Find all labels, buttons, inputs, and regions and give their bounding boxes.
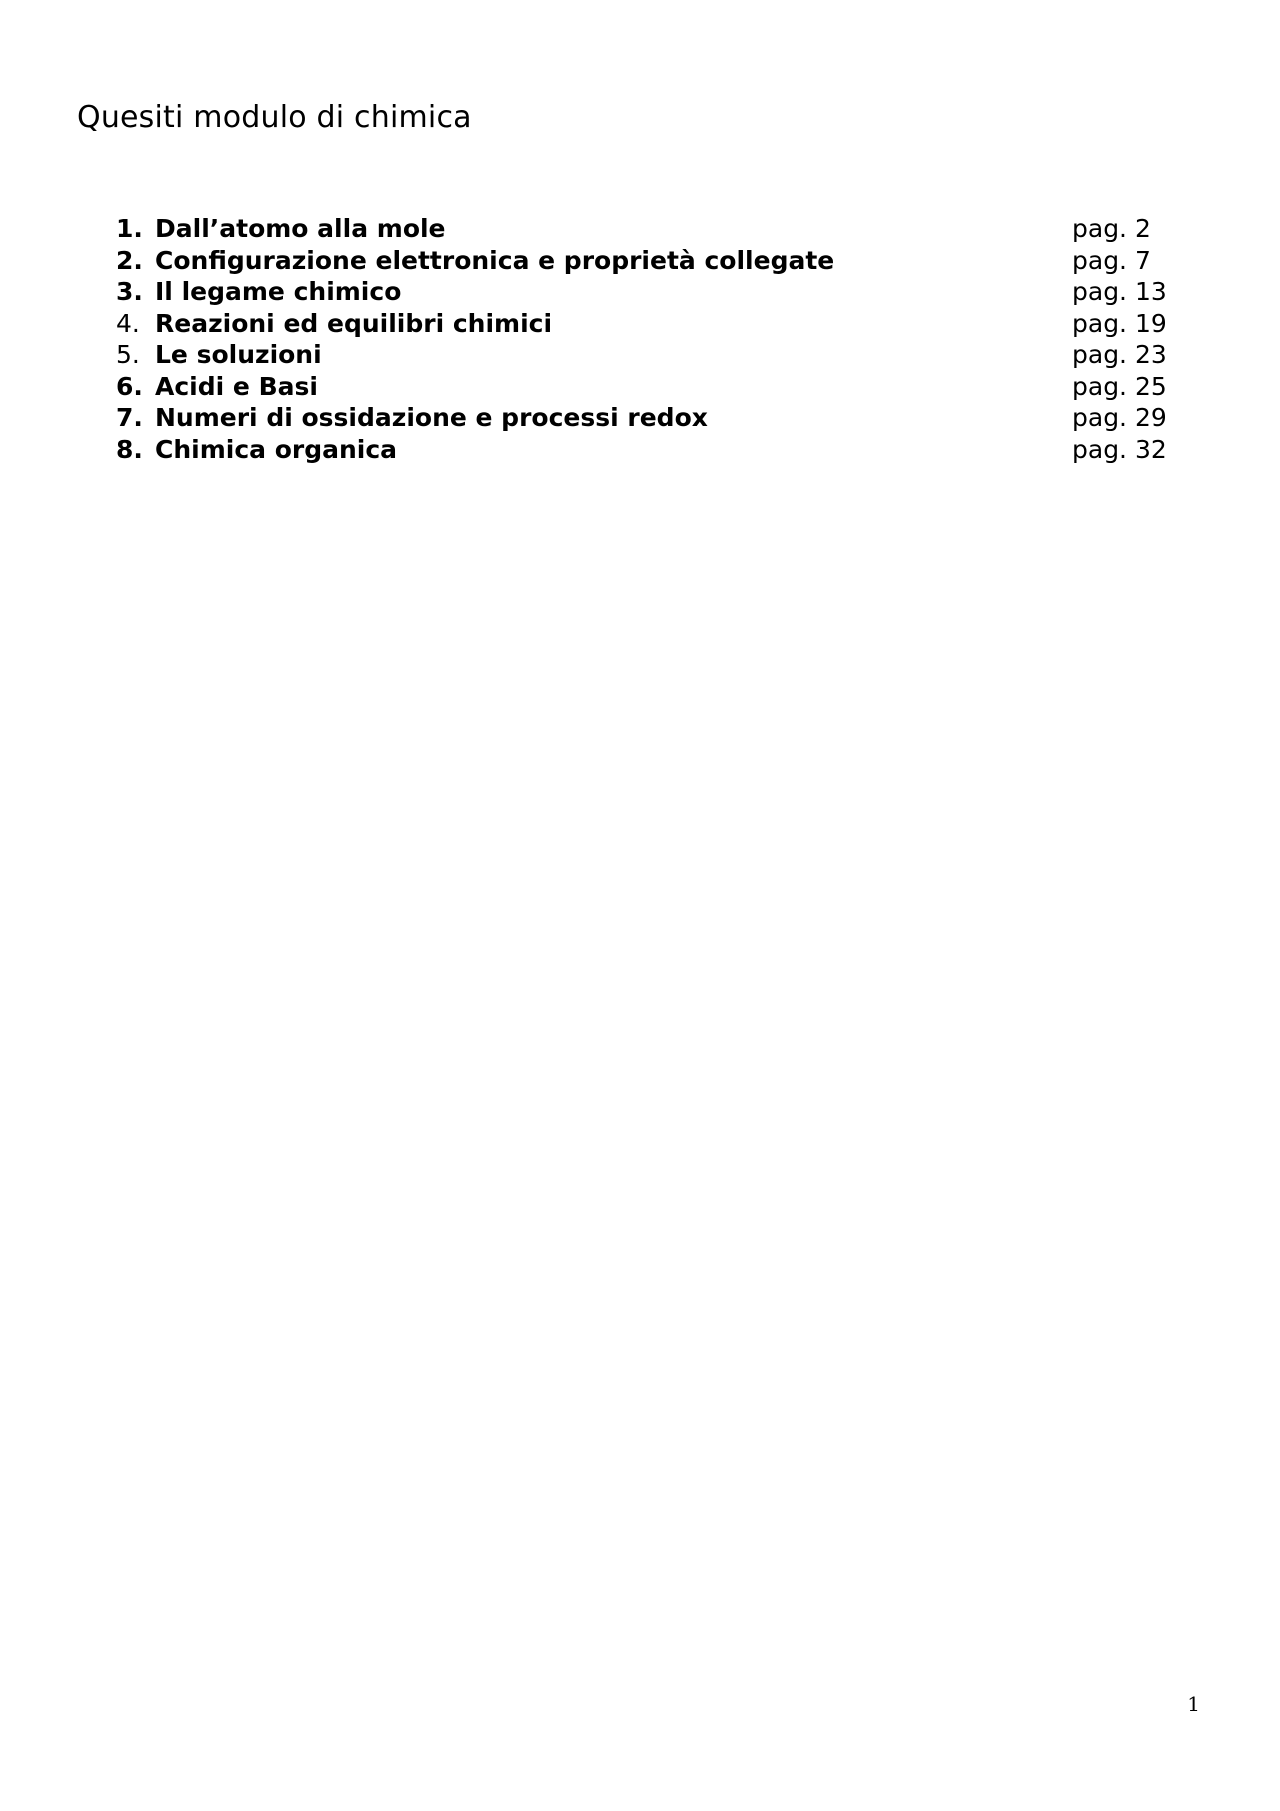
page-title: Quesiti modulo di chimica xyxy=(77,100,472,135)
toc-entry-title: Numeri di ossidazione e processi redox xyxy=(155,403,708,432)
toc-entry-page: pag. 7 xyxy=(1072,245,1151,275)
toc-entry-title: Configurazione elettronica e proprietà collegate xyxy=(155,245,835,275)
toc-entry-page: pag. 23 xyxy=(1072,340,1167,369)
toc-entry-page: pag. 29 xyxy=(1072,403,1167,432)
toc-entry-title: Reazioni ed equilibri chimici xyxy=(155,308,553,338)
toc-entry-page: pag. 13 xyxy=(1072,277,1167,306)
toc-entry-number: 3. xyxy=(116,277,143,306)
toc-entry-page: pag. 2 xyxy=(1072,214,1151,243)
toc-entry-title: Il legame chimico xyxy=(155,277,402,306)
toc-entry-page: pag. 19 xyxy=(1072,308,1167,338)
toc-entry xyxy=(116,371,1176,403)
page-number: 1 xyxy=(1187,1692,1200,1716)
toc-entry-number: 6. xyxy=(116,371,143,401)
toc-entry xyxy=(116,245,1176,277)
toc-entry-number: 4. xyxy=(116,308,140,338)
toc-entry xyxy=(116,276,1176,308)
toc-entry-title: Dall’atomo alla mole xyxy=(155,214,446,243)
toc-entry-number: 5. xyxy=(116,340,140,369)
toc-entry-number: 8. xyxy=(116,434,143,464)
toc-entry-title: Chimica organica xyxy=(155,434,398,464)
toc-entry xyxy=(116,434,1176,466)
toc-entry-number: 2. xyxy=(116,245,143,275)
toc-entry-title: Acidi e Basi xyxy=(155,371,318,401)
toc-entry-page: pag. 25 xyxy=(1072,371,1167,401)
toc-entry-number: 7. xyxy=(116,403,143,432)
toc-entry xyxy=(116,213,1176,245)
toc-entry xyxy=(116,339,1176,371)
toc-entry-title: Le soluzioni xyxy=(155,340,322,369)
table-of-contents xyxy=(116,213,1176,465)
toc-entry-page: pag. 32 xyxy=(1072,434,1167,464)
toc-entry-number: 1. xyxy=(116,214,143,243)
toc-entry xyxy=(116,402,1176,434)
toc-entry xyxy=(116,308,1176,340)
